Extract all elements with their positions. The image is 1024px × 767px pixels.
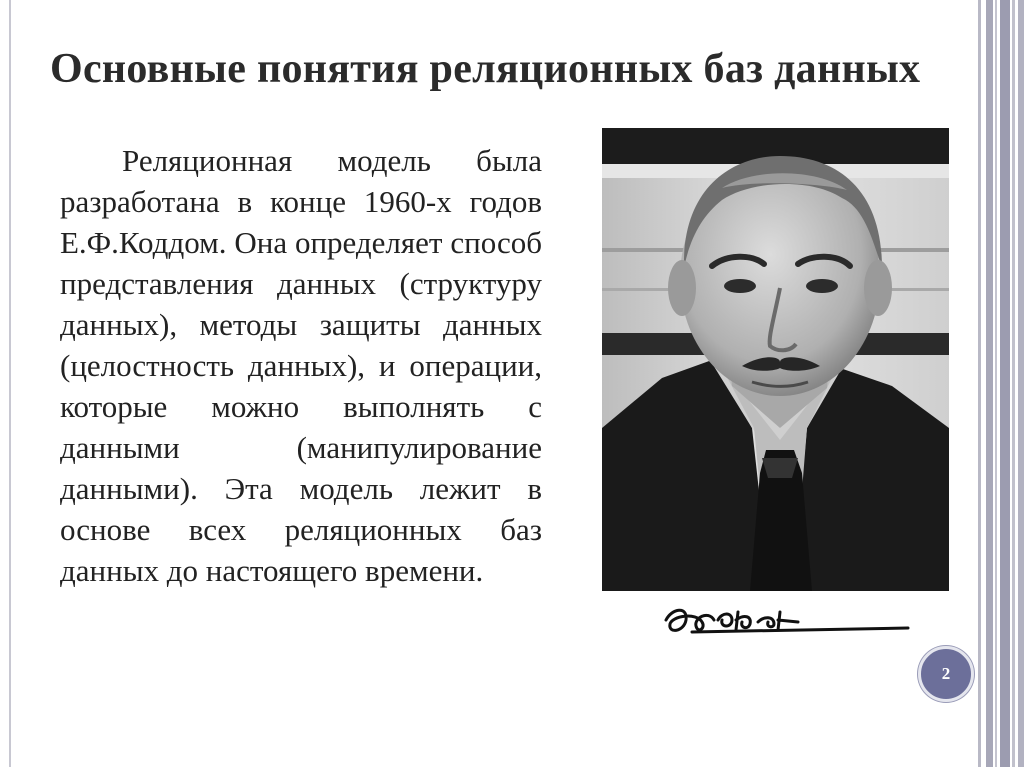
decor-stripe <box>1018 0 1024 767</box>
portrait-photo <box>602 128 949 591</box>
decor-stripe <box>1000 0 1010 767</box>
decor-stripe <box>986 0 993 767</box>
slide-body-text: Реляционная модель была разработана в конце 1960-х годов Е.Ф.Коддом. Она определяет способ представления данных (структуру данных), методы защиты данных (целостность данных), и операции, которые можно выполнять с данными (манипулирование данными). Эта модель лежит в основе всех реляционных баз данных до настоящего времени. <box>60 143 542 588</box>
signature <box>662 598 912 646</box>
page-number-badge: 2 <box>918 646 974 702</box>
decor-stripe <box>995 0 997 767</box>
portrait-photo-drawing <box>602 128 949 591</box>
handwritten-signature-drawing <box>662 598 912 646</box>
decor-stripe <box>978 0 981 767</box>
slide-title: Основные понятия реляционных баз данных <box>50 46 921 92</box>
decor-stripe <box>1012 0 1015 767</box>
left-frame-line <box>9 0 11 767</box>
